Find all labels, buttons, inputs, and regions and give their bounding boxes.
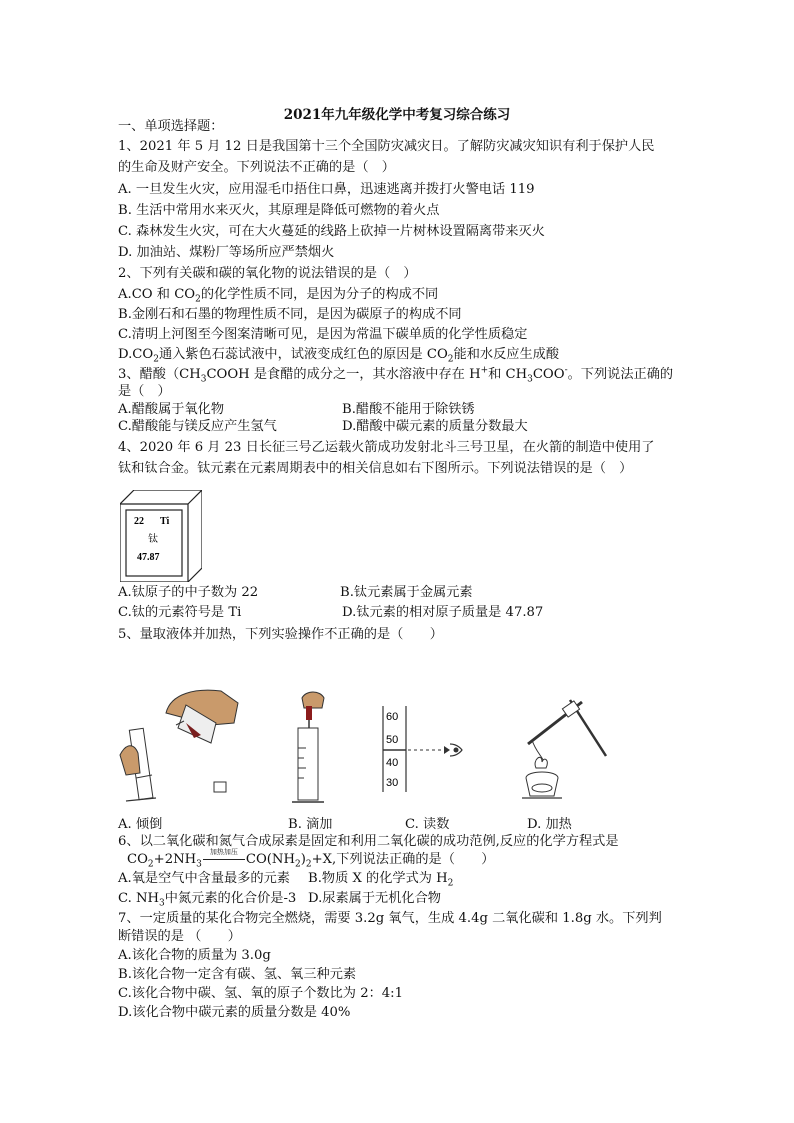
q4-option-a: A.钛原子的中子数为 22 <box>118 585 259 600</box>
q1-option-a: A. 一旦发生火灾，应用湿毛巾捂住口鼻，迅速逃离并拨打火警电话 119 <box>118 182 535 197</box>
q4-option-c: C.钛的元素符号是 Ti <box>118 605 242 620</box>
page-title: 2021年九年级化学中考复习综合练习 <box>283 107 511 123</box>
scale-60: 60 <box>386 711 399 723</box>
q1-stem-line1: 1、2021 年 5 月 12 日是我国第十三个全国防灾减灾日。了解防灾减灾知识有利于保护人民 <box>118 139 655 154</box>
q7-option-b: B.该化合物一定含有碳、氢、氧三种元素 <box>118 967 357 982</box>
element-symbol: Ti <box>160 516 170 527</box>
q3-option-b: B.醋酸不能用于除铁锈 <box>342 402 475 417</box>
dropping-figure <box>288 688 338 810</box>
reaction-condition: 加热加压 <box>209 848 238 856</box>
q3-stem-line1: 3、醋酸（$CH_3COOH$ 是食醋的成分之一，其水溶液中存在 H+和 $CH_3COO^-$。下列说法正确的 <box>118 365 674 385</box>
q3-option-d: D.醋酸中碳元素的质量分数最大 <box>342 419 528 434</box>
q2-stem: 2、下列有关碳和碳的氧化物的说法错误的是（ ） <box>118 266 417 281</box>
q4-stem-line2: 钛和钛合金。钛元素在元素周期表中的相关信息如右下图所示。下列说法错误的是（ ） <box>118 461 633 476</box>
q6-option-a: A.氧是空气中含量最多的元素 <box>118 871 290 886</box>
q6-option-b: B.物质 X 的化学式为 $H_2$ <box>308 871 454 889</box>
q6-equation: $CO_2+2NH_3$ 加热加压 $CO(NH_2)_2+X$,下列说法正确的是（ ） <box>127 851 494 868</box>
q3-stem-line2: 是（ ） <box>118 384 171 399</box>
q3-option-c: C.醋酸能与镁反应产生氢气 <box>118 419 277 434</box>
q6-option-d: D.尿素属于无机化合物 <box>308 891 441 906</box>
q6-option-c: C. $NH_3$中氮元素的化合价是-3 <box>118 891 297 909</box>
q7-stem-line1: 7、一定质量的某化合物完全燃烧，需要 3.2g 氧气，生成 4.4g 二氧化碳和 1.8g 水。下列判 <box>118 911 662 926</box>
q5-stem: 5、量取液体并加热，下列实验操作不正确的是（ ） <box>118 627 443 642</box>
q3-option-a: A.醋酸属于氧化物 <box>118 402 225 417</box>
element-name: 钛 <box>148 534 158 545</box>
q2-option-d: $D.CO_2$通入紫色石蕊试液中，试液变成红色的原因是 $CO_2$能和水反应生成酸 <box>118 347 560 365</box>
q7-option-d: D.该化合物中碳元素的质量分数是 40% <box>118 1005 351 1020</box>
caption-b: B. 滴加 <box>288 817 333 832</box>
scale-40: 40 <box>386 757 399 769</box>
scale-50: 50 <box>386 734 399 746</box>
q4-option-d: D.钛元素的相对原子质量是 47.87 <box>342 605 544 620</box>
caption-a: A. 倾倒 <box>118 817 163 832</box>
q2-option-a: A.CO 和 $CO_2$的化学性质不同，是因为分子的构成不同 <box>118 287 439 305</box>
q7-option-a: A.该化合物的质量为 3.0g <box>118 948 271 963</box>
q6-stem-line1: 6、以二氧化碳和氮气合成尿素是固定和利用二氧化碳的成功范例,反应的化学方程式是 <box>118 834 619 849</box>
periodic-table-cell-titanium <box>120 490 202 582</box>
q7-option-c: C.该化合物中碳、氢、氧的原子个数比为 2：4:1 <box>118 986 403 1001</box>
section-heading: 一、单项选择题： <box>118 119 224 134</box>
q1-stem-line2: 的生命及财产安全。下列说法不正确的是（ ） <box>118 160 395 175</box>
q2-option-c: C.清明上河图至今图案清晰可见，是因为常温下碳单质的化学性质稳定 <box>118 327 528 342</box>
element-number: 22 <box>134 516 144 527</box>
q2-option-b: B.金刚石和石墨的物理性质不同，是因为碳原子的构成不同 <box>118 307 462 322</box>
reading-figure <box>378 706 466 798</box>
scale-30: 30 <box>386 777 399 789</box>
q1-option-b: B. 生活中常用水来灭火，其原理是降低可燃物的着火点 <box>118 203 440 218</box>
q1-option-c: C. 森林发生火灾，可在大火蔓延的线路上砍掉一片树林设置隔离带来灭火 <box>118 224 545 239</box>
q4-option-b: B.钛元素属于金属元素 <box>340 585 473 600</box>
q7-stem-line2: 断错误的是 （ ） <box>118 929 241 944</box>
pouring-figure <box>116 683 246 808</box>
q1-option-d: D. 加油站、煤粉厂等场所应严禁烟火 <box>118 245 335 260</box>
element-mass: 47.87 <box>137 552 160 563</box>
caption-c: C. 读数 <box>405 817 450 832</box>
heating-figure <box>512 696 612 804</box>
caption-d: D. 加热 <box>527 817 572 832</box>
q4-stem-line1: 4、2020 年 6 月 23 日长征三号乙运载火箭成功发射北斗三号卫星，在火箭的制造中使用了 <box>118 440 655 455</box>
